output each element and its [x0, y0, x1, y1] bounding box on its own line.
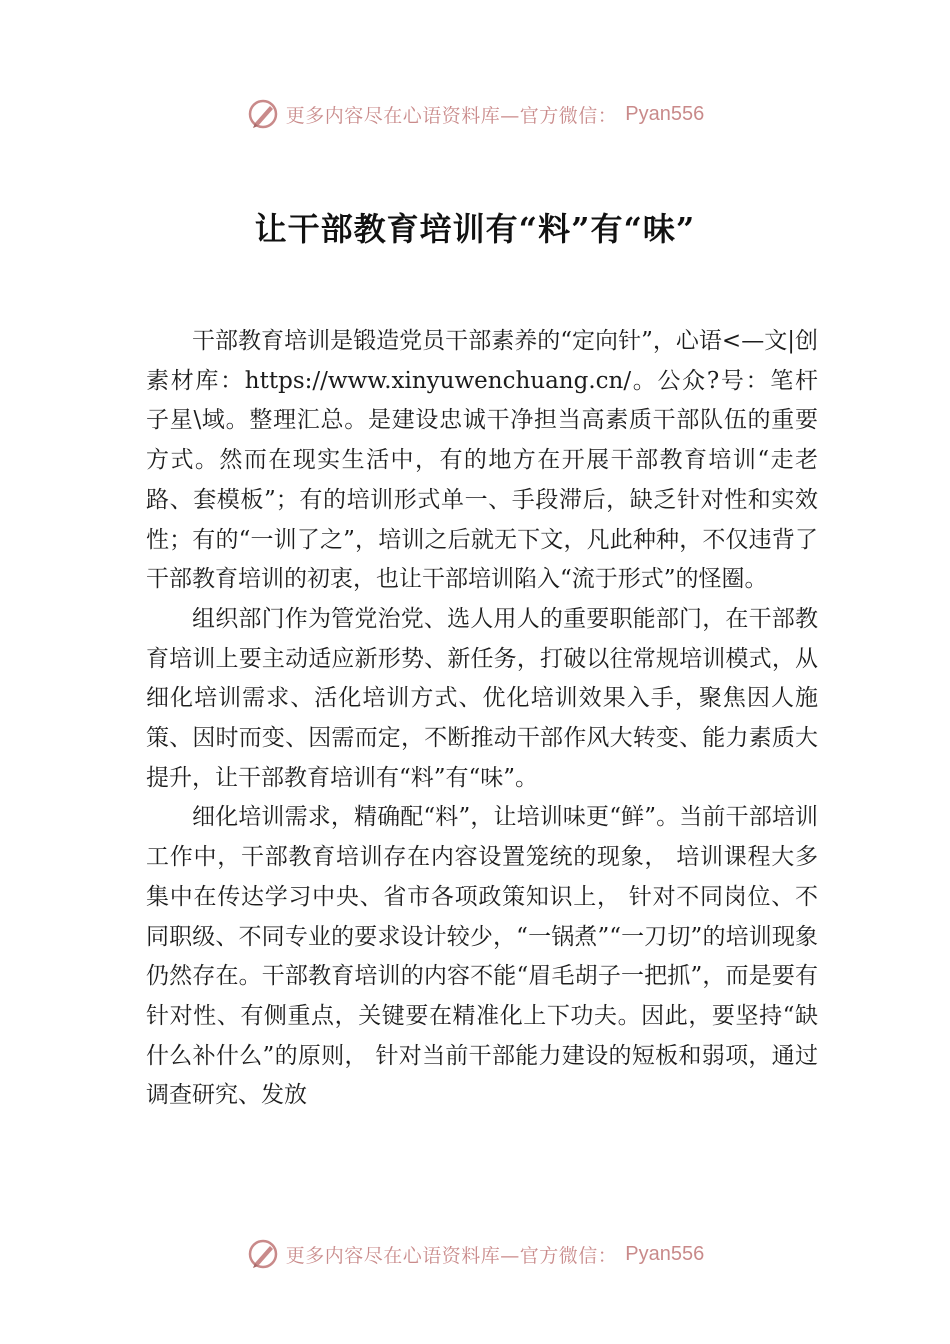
watermark-wechat-id: Pyan556	[625, 102, 705, 125]
document-title: 让干部教育培训有“料”有“味”	[254, 210, 696, 248]
watermark-text: 更多内容尽在心语资料库—官方微信：	[285, 104, 618, 127]
watermark-wechat-id: Pyan556	[625, 1242, 705, 1265]
document-body	[146, 322, 818, 1116]
paragraph-1: 干部教育培训是锻造党员干部素养的“定向针”，心语<—文|创素材库：https://www.xinyuwenchuang.cn/。公众?号：笔杆子星\域。整理汇总。是建设忠诚干净担当高素质干部队伍的重要方式。然而在现实生活中，有的地方在开展干部教育培训“走老路、套模板”；有的培训形式单一、手段滞后，缺乏针对性和实效性；有的“一训了之”，培训之后就无下文，凡此种种，不仅违背了干部教育培训的初衷，也让干部培训陷入“流于形式”的怪圈。	[146, 328, 818, 593]
pen-logo-icon	[246, 1237, 280, 1271]
watermark-footer	[0, 1234, 950, 1274]
watermark-header	[0, 94, 950, 134]
paragraph-2: 组织部门作为管党治党、选人用人的重要职能部门，在干部教育培训上要主动适应新形势、新任务，打破以往常规培训模式，从细化培训需求、活化培训方式、优化培训效果入手，聚焦因人施策、因时而变、因需而定，不断推动干部作风大转变、能力素质大提升，让干部教育培训有“料”有“味”。	[146, 605, 818, 791]
watermark-text: 更多内容尽在心语资料库—官方微信：	[285, 1244, 618, 1267]
paragraph-3: 细化培训需求，精确配“料”，让培训味更“鲜”。当前干部培训工作中，干部教育培训存在内容设置笼统的现象， 培训课程大多集中在传达学习中央、省市各项政策知识上， 针对不同岗位、不同职级、不同专业的要求设计较少，“一锅煮”“一刀切”的培训现象仍然存在。干部教育培训的内容不能“眉毛胡子一把抓”，而是要有针对性、有侧重点，关键要在精准化上下功夫。因此，要坚持“缺什么补什么”的原则， 针对当前干部能力建设的短板和弱项，通过调查研究、发放	[146, 804, 818, 1109]
pen-logo-icon	[246, 97, 280, 131]
